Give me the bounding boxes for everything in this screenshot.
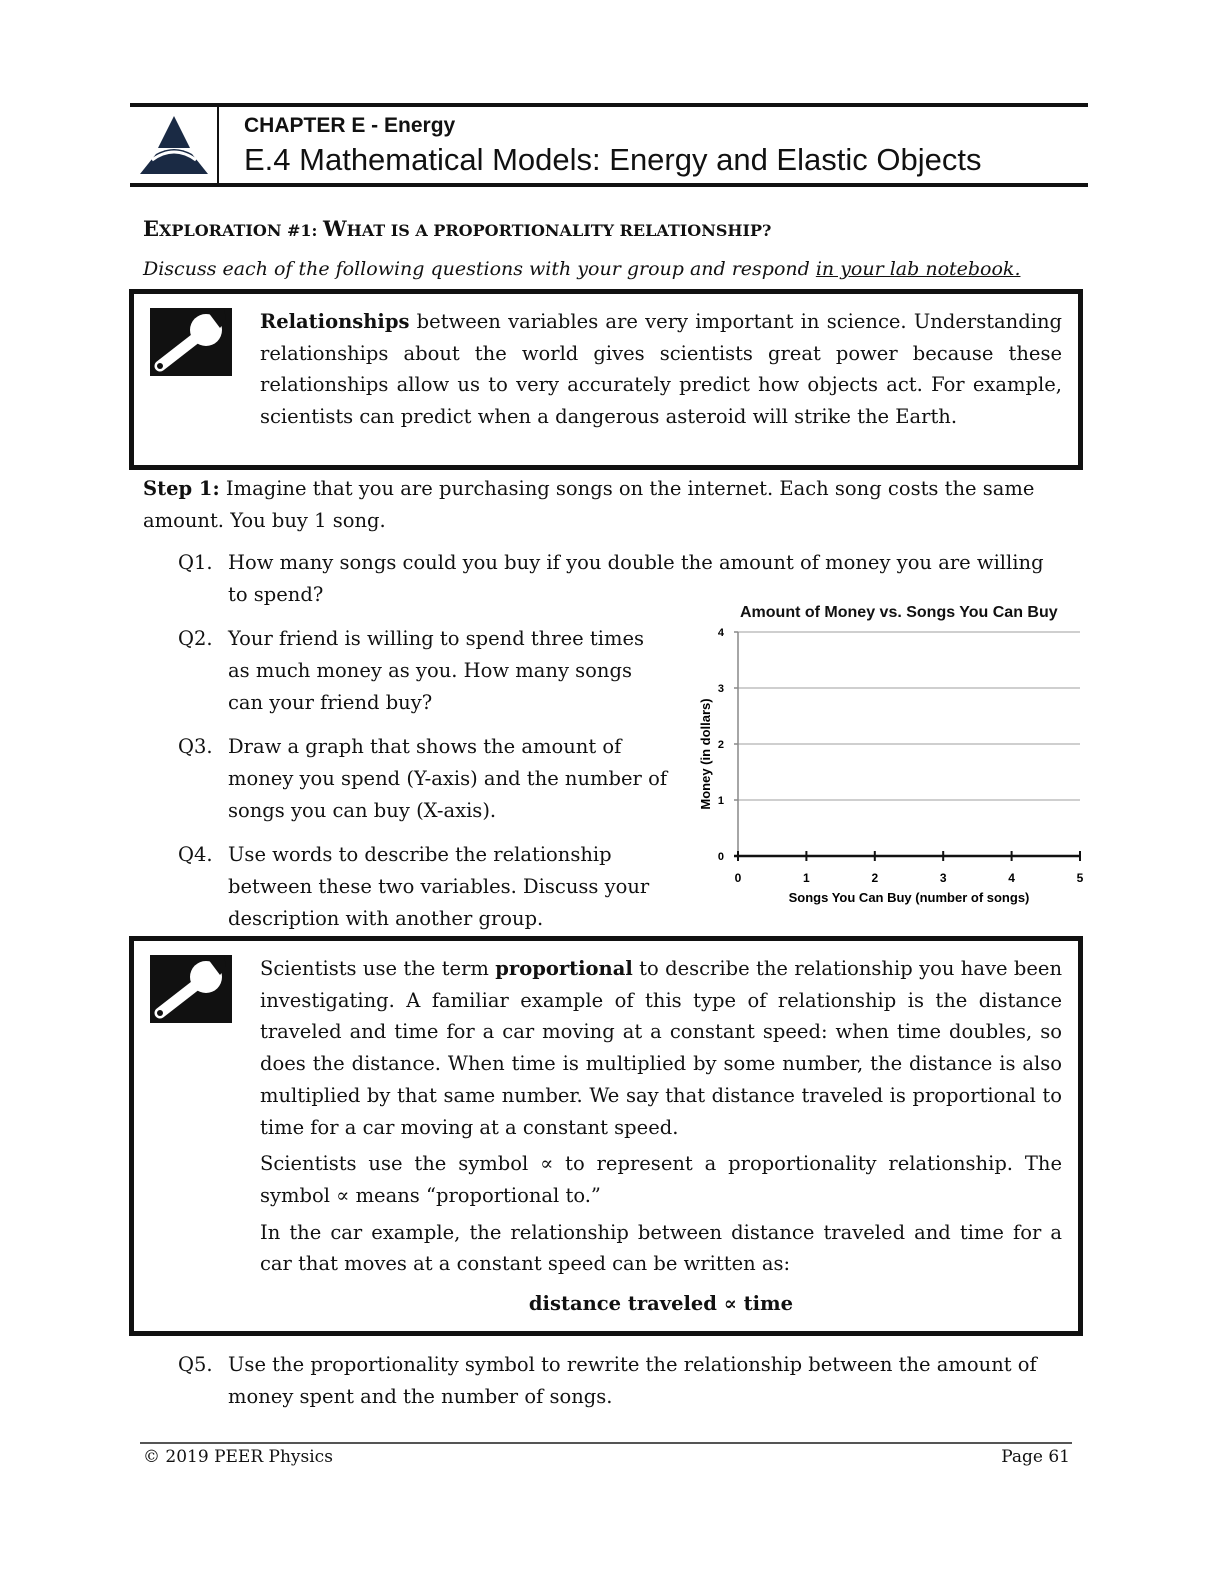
header-bottom-rule — [130, 183, 1088, 187]
wrench-icon — [150, 955, 232, 1023]
box2-paragraph-3: In the car example, the relationship between distance traveled and time for a car that moves at a constant speed can be written as: — [260, 1220, 1062, 1276]
y-tick-label: 1 — [717, 795, 724, 807]
box1-text: Relationships between variables are very important in science. Understanding relationships about the world gives scientists great power because these relationships allow us to very accurately predict how objects act. For example, scientists can predict when a dangerous asteroid will strike the Earth. — [260, 310, 1062, 429]
x-tick-label: 2 — [871, 871, 879, 885]
header-top-rule — [130, 103, 1088, 107]
footer-rule — [140, 1442, 1072, 1444]
box2-paragraph-1: Scientists use the term proportional to describe the relationship you have been investigating. A familiar example of this type of relationship is the distance traveled and time for a car moving at a constant speed: when time doubles, so does the distance. When time is multiplied by some number, the distance is also multiplied by that same number. We say that distance traveled is proportional to time for a car moving at a constant speed. — [260, 957, 1062, 1139]
x-axis-label: Songs You Can Buy (number of songs) — [788, 890, 1030, 905]
page-number: Page 61 — [1001, 1447, 1070, 1467]
wrench-icon — [150, 308, 232, 376]
x-tick-label: 5 — [1076, 871, 1084, 885]
mountain-logo-icon — [138, 114, 210, 176]
info-box-relationships — [129, 289, 1083, 470]
y-tick-label: 2 — [717, 739, 724, 751]
chart-title: Amount of Money vs. Songs You Can Buy — [740, 604, 1058, 621]
proportional-equation: distance traveled ∝ time — [528, 1292, 794, 1316]
money-vs-songs-chart — [690, 620, 1090, 910]
y-tick-label: 4 — [717, 627, 724, 639]
x-tick-label: 1 — [803, 871, 810, 885]
x-tick-label: 4 — [1008, 871, 1015, 885]
y-tick-label: 0 — [717, 851, 724, 863]
chapter-label: CHAPTER E - Energy — [244, 114, 456, 137]
y-axis-label: Money (in dollars) — [698, 698, 713, 810]
box2-text — [260, 953, 1062, 1325]
instructions: Discuss each of the following questions with your group and respond in your lab notebook. — [143, 258, 1021, 280]
exploration-heading: EXPLORATION #1: WHAT IS A PROPORTIONALITY RELATIONSHIP? — [143, 216, 772, 241]
section-title: E.4 Mathematical Models: Energy and Elastic Objects — [244, 142, 982, 177]
x-tick-label: 0 — [734, 871, 742, 885]
step-1: Step 1: Imagine that you are purchasing songs on the internet. Each song costs the same amount. You buy 1 song. — [143, 477, 1035, 532]
x-tick-label: 3 — [939, 871, 947, 885]
box2-paragraph-2: Scientists use the symbol ∝ to represent a proportionality relationship. The symbol ∝ means “proportional to.” — [260, 1152, 1062, 1207]
info-box-proportional — [129, 936, 1083, 1336]
copyright: © 2019 PEER Physics — [143, 1447, 333, 1467]
header-divider — [217, 107, 219, 183]
y-tick-label: 3 — [717, 683, 724, 695]
